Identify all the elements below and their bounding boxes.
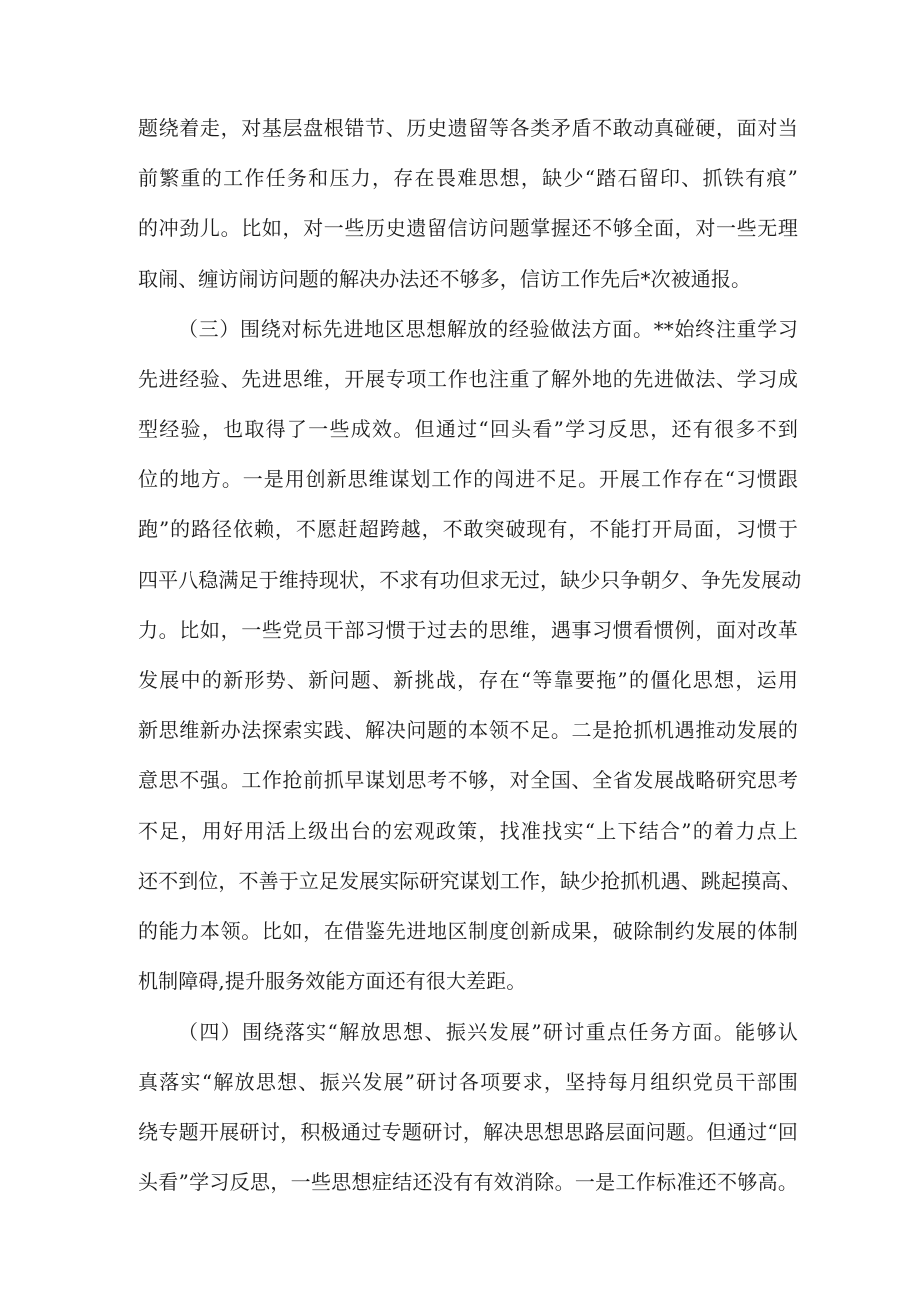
text-line: 四平八稳满足于维持现状，不求有功但求无过，缺少只争朝夕、争先发展动 — [138, 568, 802, 592]
text-line: 位的地方。一是用创新思维谋划工作的闯进不足。开展工作存在“习惯跟 — [138, 467, 798, 491]
text-line: 发展中的新形势、新问题、新挑战，存在“等靠要拖”的僵化思想，运用 — [138, 668, 798, 692]
text-line: 真落实“解放思想、振兴发展”研讨各项要求，坚持每月组织党员干部围 — [138, 1070, 798, 1094]
paragraph-heading-line: （四）围绕落实“解放思想、振兴发展”研讨重点任务方面。能够认 — [178, 1020, 798, 1044]
text-line: 不足，用好用活上级出台的宏观政策，找准找实“上下结合”的着力点上 — [138, 819, 798, 843]
text-line: 新思维新办法探索实践、解决问题的本领不足。二是抢抓机遇推动发展的 — [138, 718, 798, 742]
text-line: 取闹、缠访闹访问题的解决办法还不够多，信访工作先后*次被通报。 — [138, 267, 752, 291]
text-line: 头看”学习反思，一些思想症结还没有有效消除。一是工作标准还不够高。 — [138, 1170, 798, 1194]
text-line: 题绕着走，对基层盘根错节、历史遗留等各类矛盾不敢动真碰硬，面对当 — [138, 116, 798, 140]
text-line: 机制障碍,提升服务效能方面还有很大差距。 — [138, 969, 527, 993]
text-line: 绕专题开展研讨，积极通过专题研讨，解决思想思路层面问题。但通过“回 — [138, 1120, 798, 1144]
text-line: 前繁重的工作任务和压力，存在畏难思想，缺少“踏石留印、抓铁有痕” — [138, 166, 798, 190]
text-line: 的冲劲儿。比如，对一些历史遗留信访问题掌握还不够全面，对一些无理 — [138, 216, 798, 240]
text-line: 型经验，也取得了一些成效。但通过“回头看”学习反思，还有很多不到 — [138, 417, 798, 441]
paragraph-heading-line: （三）围绕对标先进地区思想解放的经验做法方面。**始终注重学习 — [178, 317, 798, 341]
text-line: 的能力本领。比如，在借鉴先进地区制度创新成果，破除制约发展的体制 — [138, 919, 798, 943]
text-line: 先进经验、先进思维，开展专项工作也注重了解外地的先进做法、学习成 — [138, 367, 798, 391]
text-line: 跑”的路径依赖，不愿赶超跨越，不敢突破现有，不能打开局面，习惯于 — [138, 517, 798, 541]
text-line: 力。比如，一些党员干部习惯于过去的思维，遇事习惯看惯例，面对改革 — [138, 618, 798, 642]
text-line: 意思不强。工作抢前抓早谋划思考不够，对全国、全省发展战略研究思考 — [138, 768, 798, 792]
text-line: 还不到位，不善于立足发展实际研究谋划工作，缺少抢抓机遇、跳起摸高、 — [138, 869, 802, 893]
